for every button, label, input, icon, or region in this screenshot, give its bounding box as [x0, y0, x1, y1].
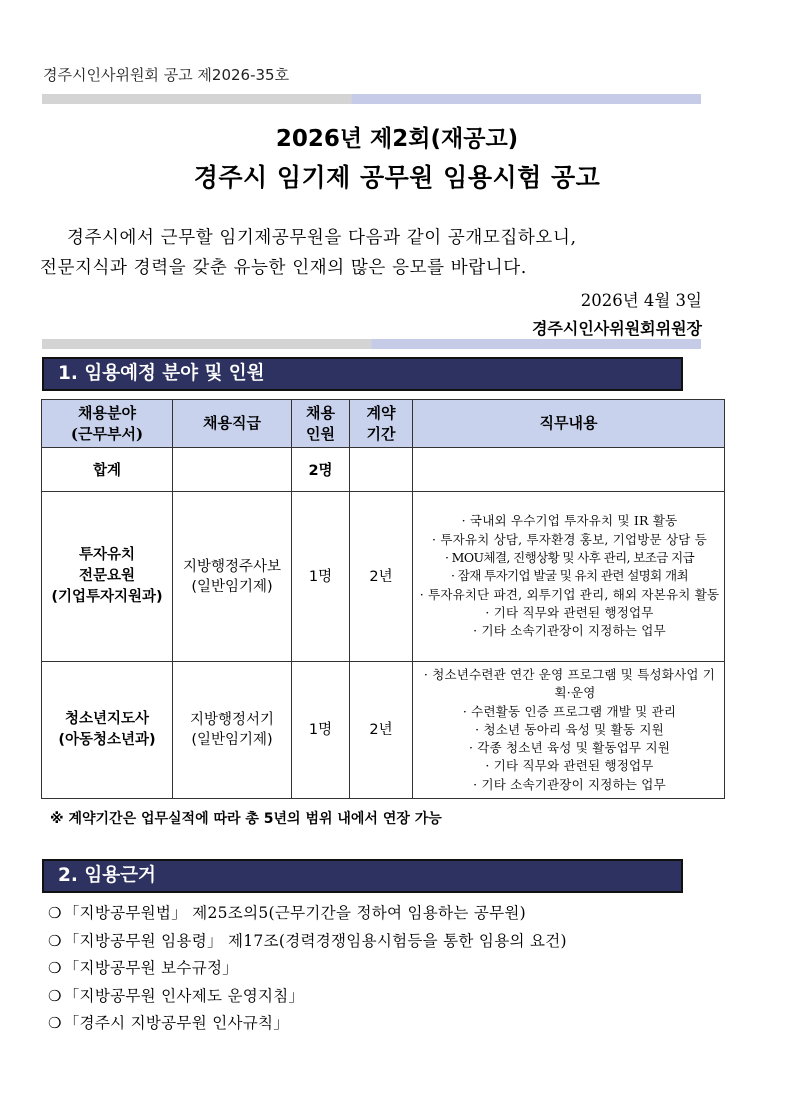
col-header-grade: 채용직급 — [173, 400, 292, 448]
duty-item: · MOU체결, 진행상황 및 사후 관리, 보조금 지급 — [444, 550, 695, 566]
list-item: ❍ 「지방공무원 임용령」 제17조(경력경쟁임용시험등을 통한 임용의 요건) — [48, 931, 567, 950]
circle-bullet-icon: ❍ — [48, 959, 62, 977]
intro-line2: 전문지식과 경력을 갖춘 유능한 인재의 많은 응모를 바랍니다. — [40, 258, 527, 278]
intro-line1: 경주시에서 근무할 임기제공무원을 다음과 같이 공개모집하오니, — [67, 228, 577, 248]
total-label: 합계 — [42, 448, 173, 492]
section-rule — [42, 339, 701, 349]
page-title-line1: 2026년 제2회(재공고) — [275, 126, 519, 152]
col-header-term: 계약 기간 — [350, 400, 413, 448]
list-item: ❍ 「지방공무원 인사제도 운영지침」 — [48, 986, 305, 1005]
field-cell: 투자유치 전문요원 (기업투자지원과) — [42, 492, 173, 662]
field-cell: 청소년지도사 (아동청소년과) — [42, 662, 173, 799]
duty-item: · 투자유치 상담, 투자환경 홍보, 기업방문 상담 등 — [432, 531, 707, 547]
grade-cell: 지방행정서기 (일반임기제) — [173, 662, 292, 799]
list-item: ❍ 「지방공무원 보수규정」 — [48, 959, 239, 977]
table-row — [42, 662, 725, 799]
table-row — [42, 492, 725, 662]
section2-heading: 2. 임용근거 — [42, 859, 683, 893]
table-total-row — [42, 448, 725, 492]
duty-item: · 기타 직무와 관련된 행정업무 — [485, 758, 654, 774]
duty-item: · 기타 소속기관장이 지정하는 업무 — [473, 623, 666, 639]
term-cell: 2년 — [350, 662, 413, 799]
page-title-line2: 경주시 임기제 공무원 임용시험 공고 — [193, 163, 601, 192]
grade-cell: 지방행정주사보 (일반임기제) — [173, 492, 292, 662]
duties-cell — [413, 492, 725, 662]
duty-item: · 국내외 우수기업 투자유치 및 IR 활동 — [461, 513, 678, 529]
circle-bullet-icon: ❍ — [48, 931, 62, 950]
duty-item: · 청소년 동아리 육성 및 활동 지원 — [475, 721, 664, 737]
total-count: 2명 — [292, 448, 350, 492]
col-header-count: 채용 인원 — [292, 400, 350, 448]
circle-bullet-icon: ❍ — [48, 1014, 62, 1032]
duty-item: · 기타 소속기관장이 지정하는 업무 — [473, 776, 666, 792]
term-cell: 2년 — [350, 492, 413, 662]
duty-item: · 잠재 투자기업 발굴 및 유치 관련 설명회 개최 — [451, 568, 688, 584]
col-header-field: 채용분야 (근무부서) — [42, 400, 173, 448]
duty-item: · 청소년수련관 연간 운영 프로그램 및 특성화사업 기획·운영 — [423, 667, 716, 701]
col-header-duties: 직무내용 — [413, 400, 725, 448]
signer: 경주시인사위원회위원장 — [531, 319, 702, 338]
list-item: ❍ 「경주시 지방공무원 인사규칙」 — [48, 1014, 290, 1032]
duties-cell — [413, 662, 725, 799]
duty-item: · 기타 직무와 관련된 행정업무 — [485, 604, 654, 620]
contract-note: ※ 계약기간은 업무실적에 따라 총 5년의 범위 내에서 연장 가능 — [50, 811, 442, 827]
table-header-row — [42, 400, 725, 448]
count-cell: 1명 — [292, 662, 350, 799]
duty-item: · 투자유치단 파견, 외투기업 관리, 해외 자본유치 활동 — [419, 586, 720, 602]
duty-item: · 각종 청소년 육성 및 활동업무 지원 — [468, 740, 671, 756]
notice-date: 2026년 4월 3일 — [580, 291, 702, 310]
notice-number: 경주시인사위원회 공고 제2026-35호 — [43, 66, 290, 84]
duty-item: · 수련활동 인증 프로그램 개발 및 관리 — [462, 703, 677, 719]
header-rule — [42, 94, 701, 104]
count-cell: 1명 — [292, 492, 350, 662]
circle-bullet-icon: ❍ — [48, 986, 62, 1005]
section1-heading: 1. 임용예정 분야 및 인원 — [42, 357, 683, 391]
recruitment-table — [41, 399, 725, 799]
list-item: ❍ 「지방공무원법」 제25조의5(근무기간을 정하여 임용하는 공무원) — [48, 904, 526, 922]
legal-basis-list — [48, 900, 567, 1038]
circle-bullet-icon: ❍ — [48, 904, 62, 922]
